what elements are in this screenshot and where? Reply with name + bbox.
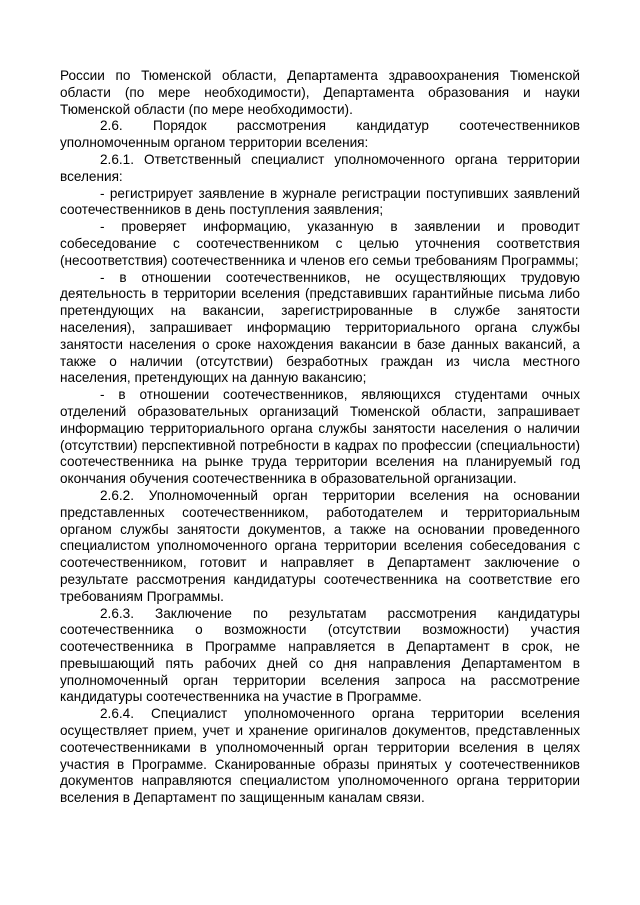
list-item-students-request: - в отношении соотечественников, являющихся студентами очных отделений образовательных организаций Тюменской области, запрашивает информацию территориального органа службы занятости населения о наличии (отсутствии) перспективной потребности в кадрах по профессии (специальности) соотечественника на рынке труда территории вселения на планируемый год окончания обучения соотечественника в образовательной организации. (60, 387, 580, 487)
section-2-6-4: 2.6.4. Специалист уполномоченного органа территории вселения осуществляет прием, учет и хранение оригиналов документов, представленных соотечественниками в уполномоченный орган территории вселения в целях участия в Программе. Сканированные образы принятых у соотечественников документов направляются специалистом уполномоченного органа территории вселения в Департамент по защищенным каналам связи. (60, 706, 580, 806)
list-item-register: - регистрирует заявление в журнале регистрации поступивших заявлений соотечественников в день поступления заявления; (60, 185, 580, 218)
section-2-6-3: 2.6.3. Заключение по результатам рассмотрения кандидатуры соотечественника о возможности (отсутствии возможности) участия соотечественника в Программе направляется в Департамент в срок, не превышающий пять рабочих дней со дня направления Департаментом в уполномоченный орган территории вселения запроса на рассмотрение кандидатуры соотечественника на участие в Программе. (60, 605, 580, 705)
section-2-6-1-intro: 2.6.1. Ответственный специалист уполномоченного органа территории вселения: (60, 151, 580, 184)
section-2-6-heading: 2.6. Порядок рассмотрения кандидатур соотечественников уполномоченным органом территории вселения: (60, 118, 580, 151)
list-item-employment-request: - в отношении соотечественников, не осуществляющих трудовую деятельность в территории вселения (представивших гарантийные письма либо претендующих на вакансии, зарегистрированные в службе занятости населения), запрашивает информацию территориального органа службы занятости населения о сроке нахождения вакансии в базе данных вакансий, а также о наличии (отсутствии) безработных граждан из числа местного населения, претендующих на данную вакансию; (60, 269, 580, 386)
section-2-6-2: 2.6.2. Уполномоченный орган территории вселения на основании представленных соотечественником, работодателем и территориальным органом службы занятости документов, а также на основании проведенного специалистом уполномоченного органа территории вселения собеседования с соотечественником, готовит и направляет в Департамент заключение о результате рассмотрения кандидатуры соотечественника на соответствие его требованиям Программы. (60, 487, 580, 604)
list-item-verify: - проверяет информацию, указанную в заявлении и проводит собеседование с соотечественником с целью уточнения соответствия (несоответствия) соотечественника и членов его семьи требованиям Программы; (60, 219, 580, 268)
continuation-paragraph: России по Тюменской области, Департамента здравоохранения Тюменской области (по мере необходимости), Департамента образования и науки Тюменской области (по мере необходимости). (60, 68, 580, 117)
document-page (60, 68, 580, 807)
